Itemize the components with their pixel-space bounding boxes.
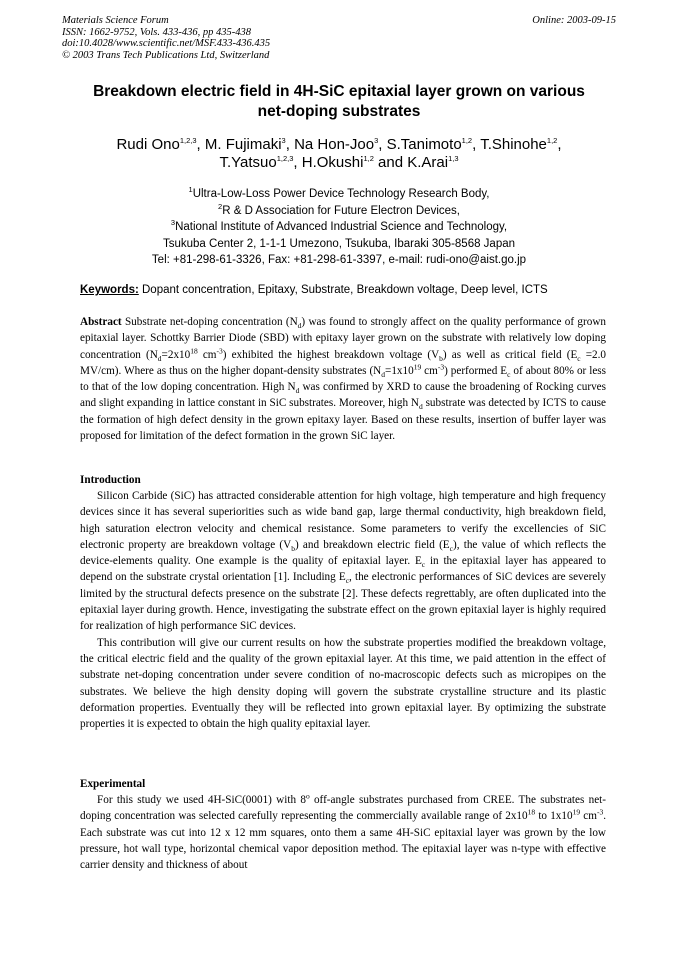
subscript: c: [449, 544, 453, 554]
subscript: d: [381, 370, 386, 380]
author-separator: ,: [378, 136, 387, 153]
online-date: Online: 2003-09-15: [532, 15, 616, 26]
issn-line: ISSN: 1662-9752, Vols. 433-436, pp 435-438: [62, 26, 251, 38]
affiliation-text: Ultra-Low-Loss Power Device Technology Research Body,: [192, 188, 490, 200]
page-header: [62, 15, 616, 61]
affiliation-address: Tsukuba Center 2, 1-1-1 Umezono, Tsukuba, Ibaraki 305-8568 Japan: [162, 237, 516, 250]
subscript: b: [291, 544, 295, 554]
author-affil-marker: 1,2: [363, 154, 374, 163]
abstract-paragraph: [80, 314, 606, 444]
copyright-line: © 2003 Trans Tech Publications Ltd, Switzerland: [62, 49, 270, 61]
introduction-heading: Introduction: [80, 474, 141, 486]
text-run: to 1x10: [535, 810, 573, 823]
affiliation-3: [62, 219, 616, 236]
superscript: 19: [572, 807, 581, 817]
author-name: H.Okushi: [301, 154, 364, 171]
text-run: Silicon Carbide (SiC) has attracted considerable attention for high voltage, high temperature and high frequency devices since it has several superiorities such as wide band gap, large thermal conductivity, high breakdown field, high saturation electron velocity and chemical resistance. Some parameters to verify the excellencies of SiC electronic property are breakdown voltage (V: [80, 490, 606, 551]
text-run: For this study we used 4H-SiC(0001) with 8: [97, 794, 306, 806]
superscript: 18: [527, 807, 536, 817]
author-name: T.Yatsuo: [219, 154, 277, 171]
author-name: Rudi Ono: [116, 136, 180, 153]
keywords-label: Keywords:: [80, 284, 139, 296]
intro-paragraph-2: This contribution will give our current results on how the substrate properties modified the breakdown voltage, the critical electric field and the quality of the grown epitaxial layer. At this time, we paid attention in the effect of substrate net-doping concentration under severe condition of no-macroscopic defects such as micropipes on the substrates. We believe the high density doping will govern the substrate crystalline structure and its plastic deformation properties. Eventually they will be reflected into grown epitaxial layer. By optimizing the substrate properties it is expected to obtain the high quality epitaxial layer.: [80, 636, 606, 731]
text-run: =1x10: [385, 364, 414, 377]
author-name: M. Fujimaki: [204, 136, 282, 153]
text-run: =2.0 MV/cm). Where as thus on the higher dopant-density substrates (N: [80, 348, 607, 377]
affiliation-text: R & D Association for Future Electron Devices,: [222, 204, 460, 217]
journal-name: Materials Science Forum: [62, 15, 169, 26]
author-list: [62, 136, 616, 172]
subscript: c: [507, 370, 511, 380]
text-run: cm: [421, 364, 438, 377]
text-run: ), the value of which reflects the device-elements quality. One example is the quality of epitaxial layer. E: [80, 538, 606, 568]
superscript: 18: [190, 345, 198, 355]
keywords-text: Dopant concentration, Epitaxy, Substrate, Breakdown voltage, Deep level, ICTS: [138, 284, 548, 296]
subscript: c: [421, 560, 426, 570]
author-affil-marker: 3: [374, 136, 379, 145]
keywords: [80, 283, 606, 297]
superscript: -3: [596, 807, 604, 817]
author-affil-marker: 1,2,3: [179, 136, 197, 145]
text-run: Substrate net-doping concentration (N: [121, 316, 298, 328]
text-run: in the epitaxial layer has appeared to depend on the substrate crystal orientation [1]. Including E: [80, 555, 606, 584]
text-run: of about 80% or less to that of the low doping concentration. High N: [80, 364, 606, 394]
title-line-2: net-doping substrates: [257, 103, 421, 120]
contact-line: Tel: +81-298-61-3326, Fax: +81-298-61-3397, e-mail: rudi-ono@aist.go.jp: [151, 254, 527, 266]
affiliation-2: [62, 203, 616, 220]
text-run: ) as well as critical field (E: [442, 348, 578, 361]
author-name: T.Shinohe: [480, 136, 547, 153]
subscript: c: [345, 576, 350, 586]
affiliation-marker: 1: [188, 185, 193, 195]
subscript: d: [297, 321, 302, 331]
abstract: [80, 314, 606, 444]
subscript: d: [157, 353, 162, 363]
text-run: substrate was detected by ICTS to cause the formation of high defect density in the grown epitaxy layer. Based on these results, insertion of buffer layer was proposed for limitation of the defect formation in the grown SiC layer.: [80, 397, 606, 443]
author-affil-marker: 1,2: [461, 136, 473, 145]
text-run: ) and breakdown electric field (E: [294, 538, 450, 551]
text-run: cm: [580, 810, 597, 823]
text-run: . Each substrate was cut into 12 x 12 mm squares, onto them a same 4H-SiC epitaxial layer was grown by the low pressure, hot wall type, horizontal chemical vapor deposition method. The epitaxial layer was n-type with effective carrier density and thickness of about: [80, 810, 607, 872]
affiliation-marker: 3: [170, 218, 176, 228]
superscript: -3: [437, 362, 445, 372]
subscript: c: [577, 353, 581, 363]
superscript: -3: [216, 345, 223, 355]
subscript: d: [295, 386, 300, 396]
text-run: =2x10: [161, 348, 191, 361]
author-separator: ,: [196, 136, 205, 153]
author-name: K.Arai: [407, 154, 449, 171]
affiliations: [62, 186, 616, 269]
author-separator: ,: [285, 136, 295, 153]
affiliation-marker: 2: [218, 201, 223, 211]
author-name: Na Hon-Joo: [294, 136, 375, 153]
author-affil-marker: 1,2,3: [276, 154, 294, 163]
superscript: 19: [413, 362, 422, 372]
text-run: , the electronic performances of SiC devices are severely limited by the structural defects presence on the substrate [2]. These defects regrettably, are often duplicated into the epitaxial layer during growth. Hence, investigating the substrate effect on the grown epitaxial layer is highly required for realization of high performance SiC devices.: [80, 571, 606, 633]
introduction-section: [80, 488, 606, 732]
experimental-section: [80, 792, 606, 873]
doi-line: doi:10.4028/www.scientific.net/MSF.433-436.435: [62, 38, 271, 49]
author-separator: ,: [293, 154, 302, 171]
author-separator: and: [373, 154, 408, 171]
author-affil-marker: 3: [281, 136, 286, 145]
superscript: o: [305, 791, 310, 801]
text-run: cm: [197, 348, 217, 361]
subscript: b: [439, 353, 443, 363]
experimental-heading: Experimental: [80, 778, 146, 790]
abstract-label: Abstract: [80, 316, 122, 328]
text-run: ) performed E: [444, 364, 508, 377]
experimental-paragraph: [80, 792, 606, 873]
author-name: S.Tanimoto: [386, 136, 462, 153]
author-separator: ,: [557, 136, 562, 153]
text-run: ) exhibited the highest breakdown voltage (V: [222, 348, 440, 361]
author-affil-marker: 1,3: [448, 154, 459, 163]
author-affil-marker: 1,2: [546, 136, 558, 145]
affiliation-text: National Institute of Advanced Industrial Science and Technology,: [175, 221, 508, 233]
intro-paragraph-1: [80, 488, 606, 635]
text-run: off-angle substrates purchased from CREE. The substrates net-doping concentration was selected carefully representing the commercially available range of 2x10: [80, 794, 607, 823]
subscript: d: [418, 402, 423, 412]
author-separator: ,: [472, 136, 481, 153]
affiliation-1: [62, 186, 616, 203]
title-line-1: Breakdown electric field in 4H-SiC epitaxial layer grown on various: [93, 83, 585, 100]
text-run: was confirmed by XRD to cause the broadening of Rocking curves and slight expanding in lattice constant in SiC substrates. Moreover, high N: [80, 381, 606, 410]
paper-title: [62, 82, 616, 122]
text-run: ) was found to strongly affect on the quality performance of grown epitaxial layer. Schottky Barrier Diode (SBD) with epitaxy layer grown on the substrate with relatively low doping concentration (N: [80, 316, 606, 361]
